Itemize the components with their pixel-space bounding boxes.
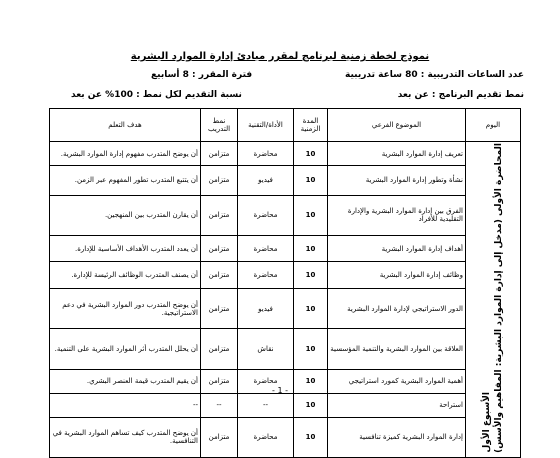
topic-cell: نشأة وتطور إدارة الموارد البشرية	[328, 166, 466, 195]
header-goal: هدف التعلم	[50, 109, 201, 142]
tool-cell: نقاش	[238, 329, 294, 369]
topic-cell: وظائف إدارة الموارد البشرية	[328, 262, 466, 289]
mode-cell: متزامن	[201, 289, 238, 329]
header-topic: الموضوع الفرعي	[328, 109, 466, 142]
duration-cell: 10	[294, 369, 328, 393]
page-number: - 1 -	[272, 386, 288, 395]
table-row	[50, 166, 521, 195]
mode-cell: متزامن	[201, 166, 238, 195]
training-hours: عدد الساعات التدريبية : 80 ساعة تدريبية	[345, 70, 524, 80]
duration-cell: 10	[294, 417, 328, 457]
table-row	[50, 235, 521, 262]
day-cell	[466, 142, 521, 458]
mode-cell: متزامن	[201, 417, 238, 457]
goal-cell: أن يصنف المتدرب الوظائف الرئيسة للإدارة.	[50, 262, 201, 289]
tool-cell: محاضرة	[238, 369, 294, 393]
duration-cell: 10	[294, 262, 328, 289]
mode-cell: متزامن	[201, 195, 238, 235]
delivery-ratio: نسبة التقديم لكل نمط : 100% عن بعد	[71, 90, 242, 100]
goal-cell: أن يعدد المتدرب الأهداف الأساسية للإدارة.	[50, 235, 201, 262]
week-label: الأسبوع الأول	[482, 392, 492, 453]
table-header-row	[50, 109, 521, 142]
topic-cell: الفرق بين إدارة الموارد البشرية والإدارة التقليدية للأفراد	[328, 195, 466, 235]
page-title: نموذج لخطة زمنية لبرنامج لمقرر مبادئ إدارة الموارد البشرية	[130, 51, 430, 62]
tool-cell: محاضرة	[238, 417, 294, 457]
topic-cell: أهمية الموارد البشرية كمورد استراتيجي	[328, 369, 466, 393]
tool-cell: محاضرة	[238, 142, 294, 166]
mode-cell: متزامن	[201, 329, 238, 369]
mode-cell: --	[201, 393, 238, 417]
topic-cell: أهداف إدارة الموارد البشرية	[328, 235, 466, 262]
table-row	[50, 262, 521, 289]
goal-cell: أن يقارن المتدرب بين المنهجين.	[50, 195, 201, 235]
header-mode: نمط التدريب	[201, 109, 238, 142]
goal-cell: --	[50, 393, 201, 417]
table-row	[50, 195, 521, 235]
mode-cell: متزامن	[201, 369, 238, 393]
table-row	[50, 417, 521, 457]
duration-cell: 10	[294, 235, 328, 262]
topic-cell: استراحة	[328, 393, 466, 417]
day-label: المحاضرة الأولى (مدخل إلى إدارة الموارد البشرية: المفاهيم والأسس)	[494, 143, 504, 453]
duration-cell: 10	[294, 166, 328, 195]
tool-cell: محاضرة	[238, 262, 294, 289]
header-day: اليوم	[466, 109, 521, 142]
duration-cell: 10	[294, 329, 328, 369]
table-row	[50, 329, 521, 369]
goal-cell: أن يقيم المتدرب قيمة العنصر البشري.	[50, 369, 201, 393]
goal-cell: أن يوضح المتدرب مفهوم إدارة الموارد البشرية.	[50, 142, 201, 166]
tool-cell: محاضرة	[238, 195, 294, 235]
mode-cell: متزامن	[201, 142, 238, 166]
table-row	[50, 393, 521, 417]
topic-cell: إدارة الموارد البشرية كميزة تنافسية	[328, 417, 466, 457]
duration-cell: 10	[294, 289, 328, 329]
tool-cell: فيديو	[238, 166, 294, 195]
mode-cell: متزامن	[201, 235, 238, 262]
delivery-pattern: نمط تقديم البرنامج : عن بعد	[397, 90, 524, 100]
duration-cell: 10	[294, 195, 328, 235]
topic-cell: العلاقة بين الموارد البشرية والتنمية المؤسسية	[328, 329, 466, 369]
goal-cell: أن يوضح المتدرب دور الموارد البشرية في دعم الاستراتيجية.	[50, 289, 201, 329]
course-period: فترة المقرر : 8 أسابيع	[151, 70, 253, 80]
tool-cell: فيديو	[238, 289, 294, 329]
topic-cell: تعريف إدارة الموارد البشرية	[328, 142, 466, 166]
header-tool: الأداة/التقنية	[238, 109, 294, 142]
tool-cell: محاضرة	[238, 235, 294, 262]
table-row	[50, 142, 521, 166]
table-row	[50, 289, 521, 329]
mode-cell: متزامن	[201, 262, 238, 289]
duration-cell: 10	[294, 142, 328, 166]
header-duration: المدة الزمنية	[294, 109, 328, 142]
tool-cell: --	[238, 393, 294, 417]
goal-cell: أن يتتبع المتدرب تطور المفهوم عبر الزمن.	[50, 166, 201, 195]
duration-cell: 10	[294, 393, 328, 417]
goal-cell: أن يوضح المتدرب كيف تساهم الموارد البشرية في التنافسية.	[50, 417, 201, 457]
topic-cell: الدور الاستراتيجي لإدارة الموارد البشرية	[328, 289, 466, 329]
schedule-table	[49, 108, 521, 458]
goal-cell: أن يحلل المتدرب أثر الموارد البشرية على التنمية.	[50, 329, 201, 369]
